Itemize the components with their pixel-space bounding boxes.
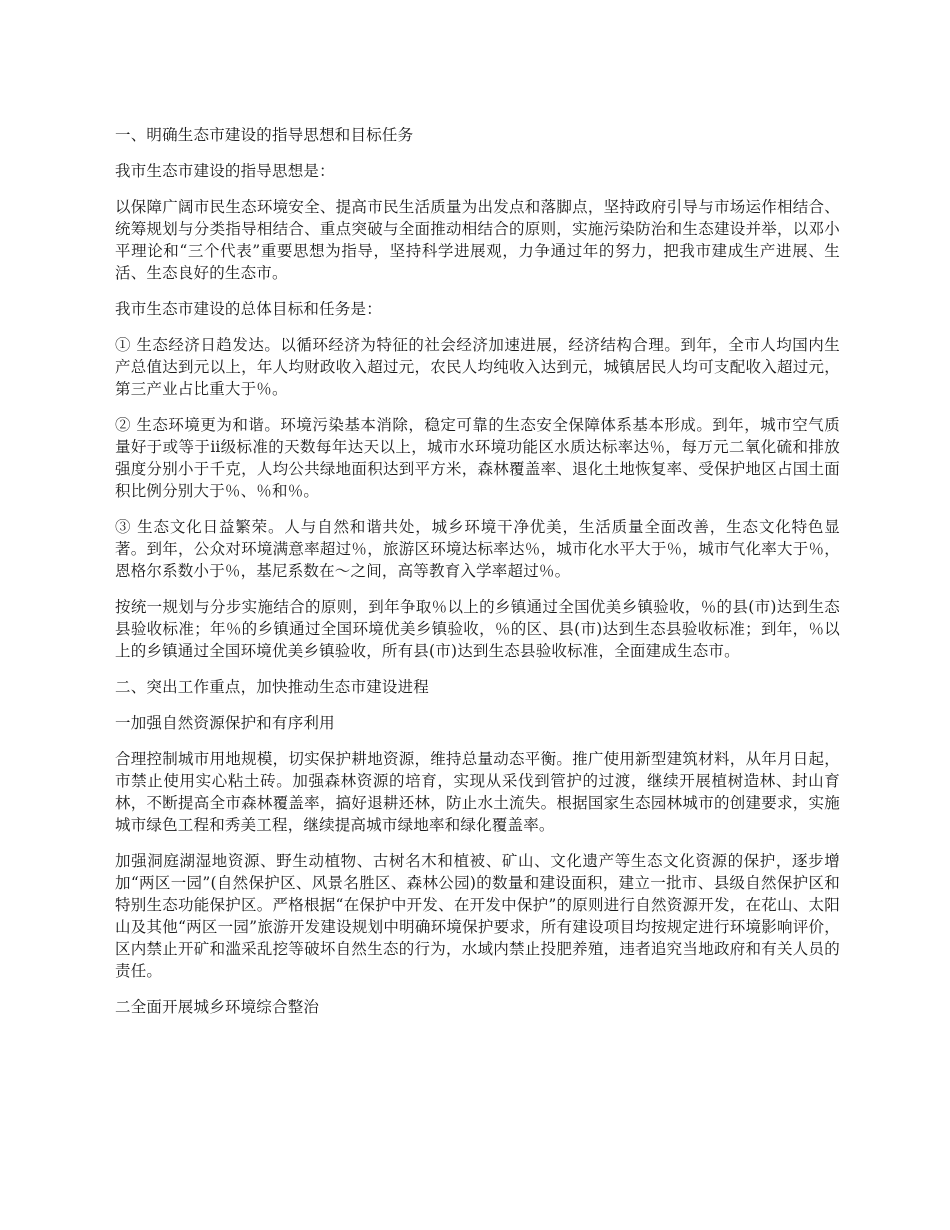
guiding-ideology-intro: 我市生态市建设的指导思想是： [115,162,335,180]
section-heading-2: 二、突出工作重点，加快推动生态市建设进程 [115,678,430,696]
wetland-protection-paragraph: 加强洞庭湖湿地资源、野生动植物、古树名木和植被、矿山、文化遗产等生态文化资源的保护，逐步增加“两区一园”(自然保护区、风景名胜区、森林公园)的数量和建设面积，建立一批市、县级自然保护区和特别生态功能保护区。严格根据“在保护中开发、在开发中保护”的原则进行自然资源开发，在花山、太阳山及其他“两区一园”旅游开发建设规划中明确环境保护要求，所有建设项目均按规定进行环境影响评价，区内禁止开矿和滥采乱挖等破坏自然生态的行为，水域内禁止投肥养殖，违者追究当地政府和有关人员的责任。 [115,852,840,980]
section-heading-1: 一、明确生态市建设的指导思想和目标任务 [115,126,414,144]
land-forest-paragraph: 合理控制城市用地规模，切实保护耕地资源，维持总量动态平衡。推广使用新型建筑材料，从年月日起，市禁止使用实心粘土砖。加强森林资源的培育，实现从采伐到管护的过渡，继续开展植树造林、封山育林，不断提高全市森林覆盖率，搞好退耕还林，防止水土流失。根据国家生态园林城市的创建要求，实施城市绿色工程和秀美工程，继续提高城市绿地率和绿化覆盖率。 [115,750,840,834]
implementation-principle: 按统一规划与分步实施结合的原则，到年争取％以上的乡镇通过全国优美乡镇验收，％的县(市)达到生态县验收标准；年％的乡镇通过全国环境优美乡镇验收，％的区、县(市)达到生态县验收标准；到年，％以上的乡镇通过全国环境优美乡镇验收，所有县(市)达到生态县验收标准，全面建成生态市。 [115,598,840,660]
subsection-heading-2: 二全面开展城乡环境综合整治 [115,998,320,1016]
document-body [115,124,840,1032]
goals-intro: 我市生态市建设的总体目标和任务是： [115,300,382,318]
goal-item-2: ② 生态环境更为和谐。环境污染基本消除，稳定可靠的生态安全保障体系基本形成。到年，城市空气质量好于或等于ⅱ级标准的天数每年达天以上，城市水环境功能区水质达标率达％，每万元二氧化硫和排放强度分别小于千克，人均公共绿地面积达到平方米，森林覆盖率、退化土地恢复率、受保护地区占国土面积比例分别大于％、％和％。 [115,416,840,500]
goal-item-1: ① 生态经济日趋发达。以循环经济为特征的社会经济加速进展，经济结构合理。到年，全市人均国内生产总值达到元以上，年人均财政收入超过元，农民人均纯收入达到元，城镇居民人均可支配收入超过元，第三产业占比重大于％。 [115,336,840,398]
subsection-heading-1: 一加强自然资源保护和有序利用 [115,714,335,732]
guiding-ideology-text: 以保障广阔市民生态环境安全、提高市民生活质量为出发点和落脚点，坚持政府引导与市场运作相结合、统筹规划与分类指导相结合、重点突破与全面推动相结合的原则，实施污染防治和生态建设并举，以邓小平理论和“三个代表”重要思想为指导，坚持科学进展观，力争通过年的努力，把我市建成生产进展、生活、生态良好的生态市。 [115,198,840,282]
goal-item-3: ③ 生态文化日益繁荣。人与自然和谐共处，城乡环境干净优美，生活质量全面改善，生态文化特色显著。到年，公众对环境满意率超过％，旅游区环境达标率达％，城市化水平大于％，城市气化率大于％，恩格尔系数小于％，基尼系数在～之间，高等教育入学率超过％。 [115,518,840,580]
